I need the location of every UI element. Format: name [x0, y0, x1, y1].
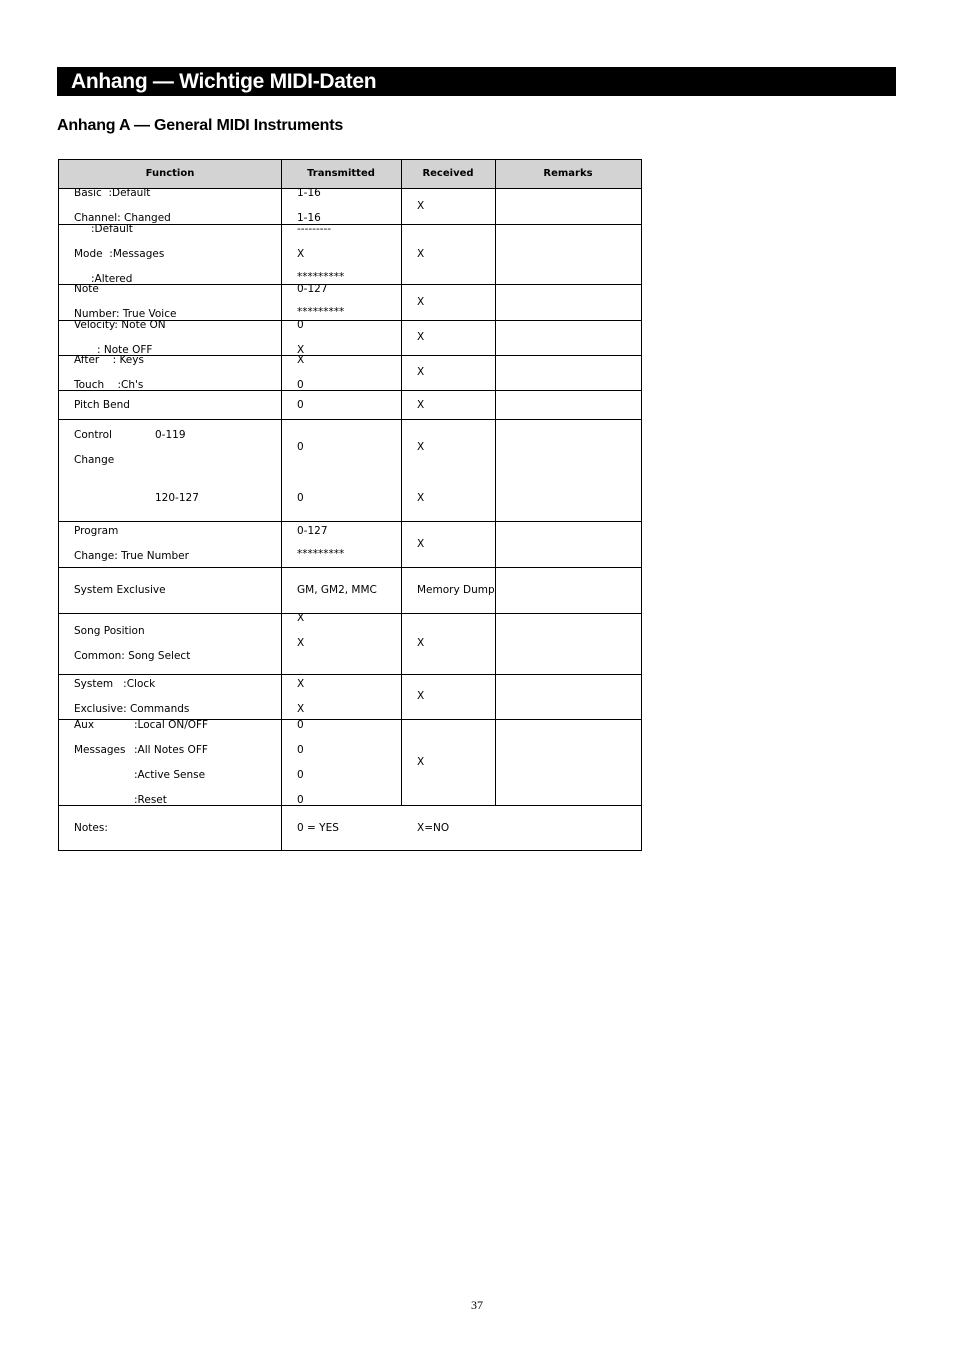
- function-text: Exclusive: Commands: [74, 703, 190, 715]
- function-text: Messages: [74, 744, 126, 756]
- function-text: Channel: Changed: [74, 212, 171, 224]
- function-text: Change: [74, 454, 115, 466]
- table-header-row: [59, 160, 641, 189]
- function-text: Change: True Number: [74, 550, 189, 562]
- transmitted-text: 0: [297, 719, 304, 731]
- page-number: 37: [471, 1298, 483, 1312]
- row-divider: [59, 390, 641, 391]
- received-text: X: [417, 248, 425, 260]
- page-title: Anhang — Wichtige MIDI-Daten: [71, 70, 377, 93]
- transmitted-text: X: [297, 612, 305, 624]
- transmitted-text: ---------: [297, 223, 332, 235]
- header-transmitted: Transmitted: [307, 168, 375, 179]
- header-remarks: Remarks: [543, 168, 593, 179]
- row-divider: [59, 224, 641, 225]
- function-text: Velocity: Note ON: [74, 319, 166, 331]
- received-text: X: [417, 538, 425, 550]
- header-function: Function: [145, 168, 195, 179]
- transmitted-text: X: [297, 678, 305, 690]
- function-text: Basic :Default: [74, 187, 151, 199]
- function-text: After : Keys: [74, 354, 144, 366]
- transmitted-text: 0: [297, 379, 304, 391]
- transmitted-text: 0: [297, 769, 304, 781]
- function-text: Common: Song Select: [74, 650, 191, 662]
- transmitted-text: X: [297, 703, 305, 715]
- row-divider: [59, 674, 641, 675]
- received-text: X: [417, 441, 425, 453]
- received-text: X: [417, 366, 425, 378]
- function-text: Mode :Messages: [74, 248, 165, 260]
- received-text: X: [417, 492, 425, 504]
- function-text: Note: [74, 283, 99, 295]
- function-text: 120-127: [155, 492, 199, 504]
- received-text: X: [417, 331, 425, 343]
- function-text: : Note OFF: [97, 344, 153, 356]
- received-text: X: [417, 200, 425, 212]
- transmitted-text: *********: [297, 548, 345, 560]
- transmitted-text: 0: [297, 319, 304, 331]
- transmitted-text: 0: [297, 441, 304, 453]
- midi-implementation-table: [58, 159, 642, 851]
- transmitted-text: 0: [297, 492, 304, 504]
- received-text: Memory Dump: [417, 584, 495, 596]
- column-divider: [281, 160, 282, 850]
- function-text: Notes:: [74, 822, 108, 834]
- transmitted-text: 0: [297, 744, 304, 756]
- received-text: X: [417, 296, 425, 308]
- received-text: X: [417, 637, 425, 649]
- function-text: :Local ON/OFF: [134, 719, 209, 731]
- column-divider: [401, 160, 402, 805]
- row-divider: [59, 567, 641, 568]
- function-text: :Default: [91, 223, 133, 235]
- column-divider: [495, 160, 496, 805]
- row-divider: [59, 521, 641, 522]
- transmitted-text: *********: [297, 306, 345, 318]
- section-title: Anhang A — General MIDI Instruments: [57, 117, 344, 134]
- received-text: X: [417, 690, 425, 702]
- row-divider: [59, 613, 641, 614]
- function-text: Song Position: [74, 625, 145, 637]
- row-divider: [59, 284, 641, 285]
- transmitted-text: 1-16: [297, 212, 321, 224]
- function-text: Aux: [74, 719, 95, 731]
- function-text: Program: [74, 525, 119, 537]
- function-text: Control: [74, 429, 112, 441]
- received-text: X: [417, 399, 425, 411]
- transmitted-text: 0: [297, 794, 304, 806]
- function-text: System Exclusive: [74, 584, 166, 596]
- transmitted-text: X: [297, 637, 305, 649]
- function-text: :Reset: [134, 794, 167, 806]
- transmitted-text: 1-16: [297, 187, 321, 199]
- legend-no: X=NO: [417, 822, 450, 834]
- function-text: :Altered: [91, 273, 133, 285]
- function-text: :Active Sense: [134, 769, 206, 781]
- function-text: System :Clock: [74, 678, 156, 690]
- transmitted-text: 0-127: [297, 525, 328, 537]
- transmitted-text: 0-127: [297, 283, 328, 295]
- function-text: 0-119: [155, 429, 186, 441]
- transmitted-text: 0: [297, 399, 304, 411]
- transmitted-text: X: [297, 354, 305, 366]
- function-text: Touch :Ch's: [74, 379, 144, 391]
- transmitted-text: GM, GM2, MMC: [297, 584, 377, 596]
- function-text: Number: True Voice: [74, 308, 177, 320]
- header-received: Received: [422, 168, 474, 179]
- legend-yes: 0 = YES: [297, 822, 339, 834]
- transmitted-text: X: [297, 344, 305, 356]
- function-text: Pitch Bend: [74, 399, 130, 411]
- received-text: X: [417, 756, 425, 768]
- transmitted-text: *********: [297, 271, 345, 283]
- transmitted-text: X: [297, 248, 305, 260]
- title-bar: [57, 67, 896, 96]
- row-divider: [59, 419, 641, 420]
- function-text: :All Notes OFF: [134, 744, 208, 756]
